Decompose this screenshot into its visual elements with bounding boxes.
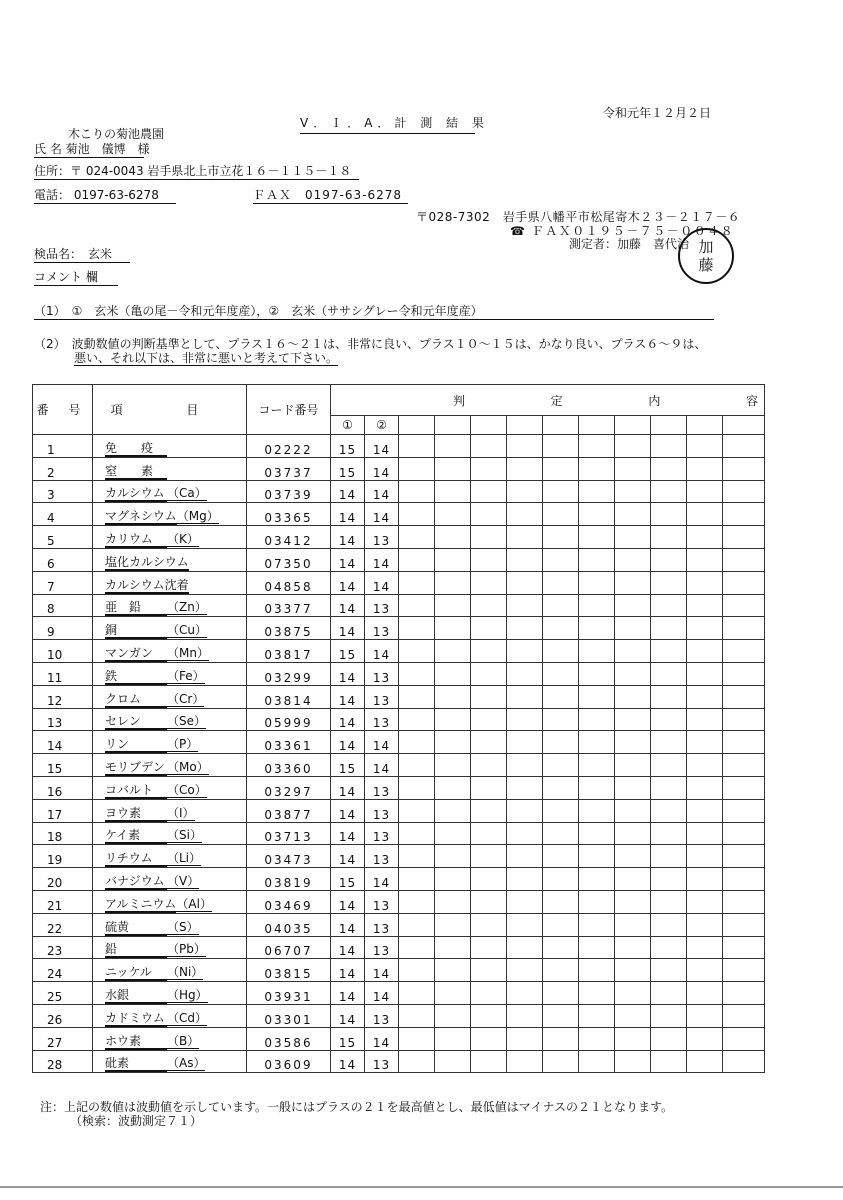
row-value-2: 14 [365,503,399,526]
row-code: 03739 [247,480,331,503]
row-number: 20 [33,868,93,891]
row-value-1: 14 [331,594,365,617]
row-code: 03875 [247,617,331,640]
item-name: 水銀 [105,986,167,1004]
stamp-top: 加 [698,238,714,256]
row-number: 21 [33,890,93,913]
item-symbol: （Cd） [167,1010,207,1025]
row-code: 03297 [247,776,331,799]
row-number: 15 [33,754,93,777]
row-value-2: 13 [365,845,399,868]
item-symbol: （Ni） [167,965,204,980]
row-code: 03931 [247,982,331,1005]
item-name: 砒素 [105,1054,167,1072]
sample-name: 検品名： 玄米 [34,245,130,263]
item-name: 窒 素 [105,462,167,480]
row-number: 2 [33,457,93,480]
row-item [93,594,247,617]
row-value-1: 15 [331,640,365,663]
report-date: 令和元年１２月２日 [603,106,712,120]
row-number: 6 [33,548,93,571]
row-code: 03361 [247,731,331,754]
row-value-1: 14 [331,1050,365,1073]
row-code: 03365 [247,503,331,526]
row-item [93,457,247,480]
item-symbol: （Se） [167,714,207,729]
footer-line2: （検索：波動測定７１） [70,1114,203,1128]
item-name: カリウム [105,530,167,548]
row-code: 03814 [247,685,331,708]
row-code: 03586 [247,1027,331,1050]
row-item [93,685,247,708]
item-symbol: （Mn） [167,645,209,660]
row-number: 16 [33,776,93,799]
item-symbol: （Co） [167,782,207,797]
item-name: 鉄 [105,667,167,685]
table-row [33,1050,765,1073]
item-name: 銅 [105,621,167,639]
row-value-2: 13 [365,936,399,959]
table-row [33,435,765,458]
judge-3: 内 [648,393,661,408]
row-number: 9 [33,617,93,640]
row-value-1: 14 [331,959,365,982]
row-code: 03469 [247,890,331,913]
row-item [93,731,247,754]
results-table [32,384,765,1073]
item-symbol: （B） [167,1033,200,1048]
row-item [93,890,247,913]
judge-2: 定 [550,393,563,408]
row-number: 10 [33,640,93,663]
row-value-1: 15 [331,435,365,458]
row-value-2: 14 [365,571,399,594]
row-item [93,754,247,777]
row-value-1: 14 [331,662,365,685]
row-value-2: 13 [365,594,399,617]
row-value-1: 14 [331,571,365,594]
row-value-2: 13 [365,526,399,549]
row-item [93,936,247,959]
row-value-1: 14 [331,503,365,526]
item-name: カドミウム [105,1009,167,1027]
row-item [93,526,247,549]
row-item [93,982,247,1005]
judge-1: 判 [453,393,466,408]
row-value-1: 14 [331,480,365,503]
client-address: 住所：〒 024-0043 岩手県北上市立花１６－１１５－１８ [34,162,359,180]
table-row [33,526,765,549]
item-name: マンガン [105,644,167,662]
table-row [33,548,765,571]
row-code: 03473 [247,845,331,868]
item-symbol: （P） [167,737,199,752]
table-row [33,640,765,663]
row-value-1: 14 [331,526,365,549]
item-name: ヨウ素 [105,804,167,822]
row-value-2: 14 [365,435,399,458]
row-number: 11 [33,662,93,685]
scan-edge [0,1186,843,1188]
row-value-1: 14 [331,685,365,708]
item-name: クロム [105,690,167,708]
row-value-2: 13 [365,799,399,822]
row-item [93,571,247,594]
row-value-2: 13 [365,1004,399,1027]
item-symbol: （Pb） [167,942,206,957]
item-symbol: （Fe） [167,668,205,683]
table-row [33,890,765,913]
row-value-2: 14 [365,640,399,663]
row-code: 03609 [247,1050,331,1073]
row-number: 5 [33,526,93,549]
table-row [33,959,765,982]
item-symbol: （Mg） [176,509,219,524]
row-item [93,822,247,845]
item-name: アルミニウム [105,896,177,911]
item-symbol: （Hg） [167,987,208,1002]
row-code: 05999 [247,708,331,731]
row-number: 14 [33,731,93,754]
row-number: 13 [33,708,93,731]
item-name: モリブデン [105,758,167,776]
row-value-1: 14 [331,936,365,959]
row-value-2: 13 [365,913,399,936]
row-number: 28 [33,1050,93,1073]
row-item [93,617,247,640]
row-code: 03877 [247,799,331,822]
row-number: 12 [33,685,93,708]
row-number: 25 [33,982,93,1005]
item-symbol: （Ca） [167,486,207,501]
item-symbol: （Cu） [167,623,207,638]
row-value-1: 14 [331,822,365,845]
farm-name: 木こりの菊池農園 [68,127,165,141]
header-number: 番 号 [33,385,93,435]
item-symbol: （I） [167,805,195,820]
row-code: 03713 [247,822,331,845]
table-row [33,617,765,640]
item-name: 塩化カルシウム [105,554,189,569]
row-code: 04035 [247,913,331,936]
row-code: 03737 [247,457,331,480]
table-row [33,1004,765,1027]
row-value-1: 14 [331,708,365,731]
item-symbol: （Al） [176,896,212,911]
table-row [33,708,765,731]
row-value-2: 14 [365,868,399,891]
table-row [33,685,765,708]
item-symbol: （K） [167,531,199,546]
table-row [33,731,765,754]
row-item [93,640,247,663]
table-row [33,776,765,799]
item-symbol: （As） [167,1056,206,1071]
row-item [93,1050,247,1073]
table-row [33,503,765,526]
item-symbol: （Si） [167,828,202,843]
row-value-2: 13 [365,776,399,799]
item-symbol: （S） [167,919,199,934]
lab-address: 〒028-7302 岩手県八幡平市松尾寄木２３－２１７－６ [416,210,741,224]
item-name: 免 疫 [105,439,167,457]
table-row [33,457,765,480]
row-value-2: 13 [365,685,399,708]
stamp-bottom: 藤 [698,256,714,274]
note-criteria-line1: （2） 波動数値の判断基準として、プラス１６～２１は、非常に良い、プラス１０～１５は、かなり良い、プラス６～９は、 [34,337,707,351]
item-name: 硫黄 [105,918,167,936]
row-item [93,799,247,822]
row-number: 1 [33,435,93,458]
row-item [93,1027,247,1050]
item-symbol: （Cr） [167,691,205,706]
table-row [33,480,765,503]
row-value-1: 14 [331,617,365,640]
lab-person: 測定者：加藤 喜代治 [569,237,690,251]
row-value-2: 14 [365,457,399,480]
name-label: 氏 名 [34,142,62,156]
row-code: 04858 [247,571,331,594]
note-criteria [34,337,706,365]
row-value-2: 14 [365,959,399,982]
table-row [33,982,765,1005]
row-item [93,959,247,982]
header-judge [331,385,765,416]
row-value-2: 14 [365,480,399,503]
table-row [33,822,765,845]
seal-stamp [678,228,734,284]
row-value-2: 13 [365,1050,399,1073]
row-value-1: 14 [331,1004,365,1027]
table-row [33,662,765,685]
item-name: 亜 鉛 [105,598,167,616]
row-item [93,548,247,571]
row-number: 4 [33,503,93,526]
item-name: ケイ素 [105,826,167,844]
table-row [33,799,765,822]
lab-fax: ☎ ＦＡＸ０１９５－７５－００４８ [510,224,735,238]
results-body [33,435,765,1073]
item-name: バナジウム [105,872,167,890]
item-symbol: （V） [167,873,200,888]
row-value-1: 14 [331,890,365,913]
row-item [93,868,247,891]
row-item [93,708,247,731]
row-value-2: 14 [365,731,399,754]
footer-note [40,1100,673,1128]
client-tel: 電話： 0197-63-6278 [34,186,176,204]
row-code: 03412 [247,526,331,549]
client-name [34,140,150,158]
item-name: コバルト [105,781,167,799]
header-item: 項 目 [93,385,247,435]
table-row [33,571,765,594]
row-value-1: 15 [331,868,365,891]
item-name: カルシウム沈着 [105,577,189,592]
row-item [93,435,247,458]
row-value-1: 15 [331,754,365,777]
row-number: 22 [33,913,93,936]
row-code: 03819 [247,868,331,891]
row-number: 18 [33,822,93,845]
row-value-2: 14 [365,1027,399,1050]
row-number: 24 [33,959,93,982]
row-value-1: 14 [331,845,365,868]
item-name: カルシウム [105,484,167,502]
row-code: 07350 [247,548,331,571]
row-item [93,503,247,526]
row-item [93,662,247,685]
client-fax: ＦＡＸ 0197-63-6278 [253,186,408,204]
table-row [33,936,765,959]
item-name: マグネシウム [105,509,177,524]
note-samples: （1） ① 玄米（亀の尾－令和元年度産），② 玄米（ササシグレー令和元年度産） [34,302,714,320]
row-item [93,1004,247,1027]
row-item [93,913,247,936]
row-item [93,480,247,503]
row-code: 03301 [247,1004,331,1027]
row-item [93,845,247,868]
row-number: 27 [33,1027,93,1050]
row-code: 03817 [247,640,331,663]
row-value-1: 14 [331,548,365,571]
row-value-2: 13 [365,708,399,731]
row-value-2: 14 [365,754,399,777]
comment-label: コメント 欄 [34,268,118,286]
row-item [93,776,247,799]
item-symbol: （Li） [167,851,202,866]
row-code: 03299 [247,662,331,685]
row-number: 26 [33,1004,93,1027]
row-code: 03360 [247,754,331,777]
row-value-2: 14 [365,982,399,1005]
row-number: 3 [33,480,93,503]
table-row [33,868,765,891]
row-number: 19 [33,845,93,868]
row-value-1: 14 [331,913,365,936]
row-number: 17 [33,799,93,822]
note-criteria-line2: 悪い、それ以下は、非常に悪いと考えて下さい。 [74,351,339,365]
row-value-1: 14 [331,776,365,799]
table-row [33,754,765,777]
item-name: リチウム [105,849,167,867]
row-value-1: 14 [331,982,365,1005]
table-row [33,845,765,868]
document-title: V．Ｉ．A．計 測 結 果 [300,114,475,134]
item-name: リン [105,735,167,753]
row-value-2: 13 [365,617,399,640]
item-symbol: （Mo） [167,759,209,774]
row-code: 03815 [247,959,331,982]
row-value-1: 15 [331,457,365,480]
row-value-2: 13 [365,662,399,685]
item-name: ホウ素 [105,1032,167,1050]
row-number: 7 [33,571,93,594]
row-value-1: 14 [331,731,365,754]
footer-line1: 注：上記の数値は波動値を示しています。一般にはプラスの２１を最高値とし、最低値はマイナスの２１となります。 [40,1100,674,1114]
header-col1: ① [331,416,365,435]
row-number: 23 [33,936,93,959]
row-code: 03377 [247,594,331,617]
row-value-2: 13 [365,822,399,845]
item-symbol: （Zn） [167,600,207,615]
table-row [33,594,765,617]
item-name: ニッケル [105,963,167,981]
table-row [33,913,765,936]
item-name: セレン [105,712,167,730]
header-col2: ② [365,416,399,435]
row-value-1: 15 [331,1027,365,1050]
row-value-1: 14 [331,799,365,822]
row-value-2: 13 [365,890,399,913]
item-name: 鉛 [105,940,167,958]
row-code: 02222 [247,435,331,458]
row-number: 8 [33,594,93,617]
judge-4: 容 [746,393,759,408]
row-code: 06707 [247,936,331,959]
table-row [33,1027,765,1050]
header-code: コード番号 [247,385,331,435]
row-value-2: 14 [365,548,399,571]
name-value: 菊池 儀博 様 [65,142,150,156]
